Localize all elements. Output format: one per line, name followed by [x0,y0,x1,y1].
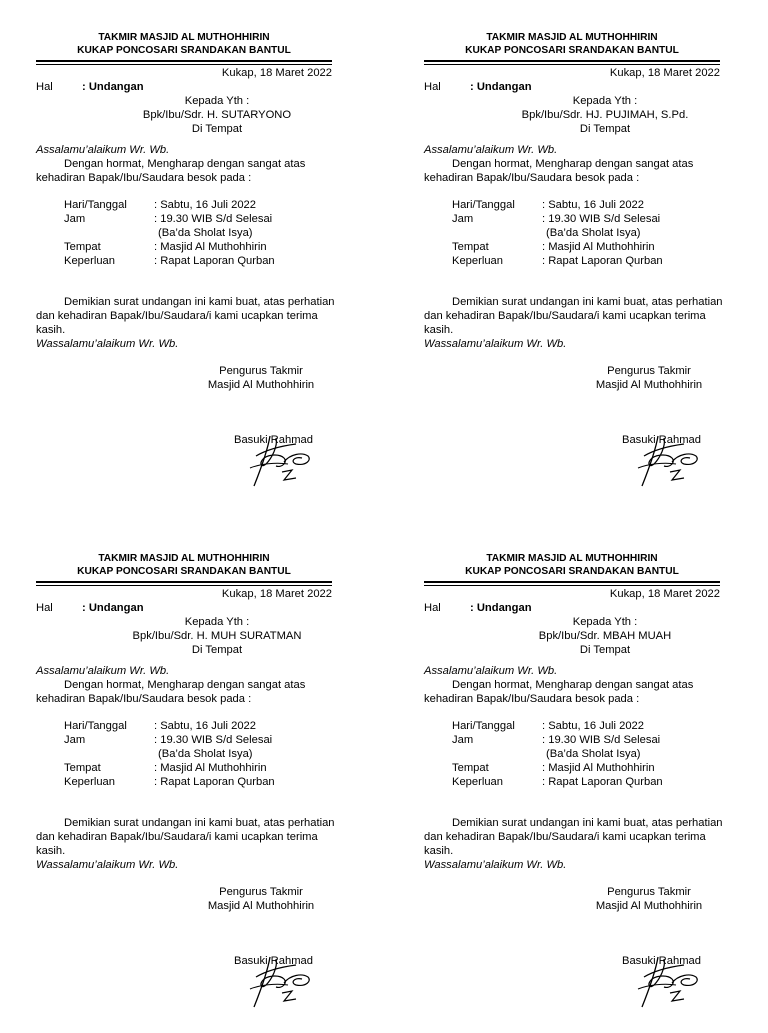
detail-value: : Sabtu, 16 Juli 2022 [154,720,257,732]
closing-line: Demikian surat undangan ini kami buat, atas perhatian [64,296,335,308]
detail-row-time-note [64,747,275,761]
handwritten-signature [624,428,704,490]
subject-label: Hal [424,602,441,614]
detail-value: : 19.30 WIB S/d Selesai [542,213,661,225]
detail-value: (Ba’da Sholat Isya) [546,227,641,239]
recipient-block [504,615,706,657]
detail-row-time-note [452,747,663,761]
detail-row-date [64,198,275,212]
intro-line: kehadiran Bapak/Ibu/Saudara besok pada : [424,693,640,705]
detail-row-date [452,198,663,212]
detail-row-time [64,212,275,226]
recipient-salutation: Kepada Yth : [572,616,638,628]
intro-line: Dengan hormat, Mengharap dengan sangat atas [64,679,306,691]
detail-label: Tempat [64,762,101,774]
detail-label: Tempat [452,241,489,253]
signer-name: Basuki Rahmad [622,434,701,446]
detail-label: Jam [452,213,474,225]
event-details [452,719,663,789]
detail-value: : 19.30 WIB S/d Selesai [154,213,273,225]
subject-label: Hal [424,81,441,93]
signer-name: Basuki Rahmad [234,434,313,446]
closing-paragraph [36,816,336,858]
detail-row-time [452,212,663,226]
closing-paragraph [424,295,724,337]
detail-label: Keperluan [64,255,116,267]
letter-date: Kukap, 18 Maret 2022 [609,67,720,79]
detail-row-date [452,719,663,733]
closing-line: dan kehadiran Bapak/Ibu/Saudara/i kami ucapkan terima [424,310,706,322]
letterhead-thick-rule [36,60,332,62]
detail-label: Hari/Tanggal [64,199,127,211]
recipient-name: Bpk/Ibu/Sdr. MBAH MUAH [538,630,672,642]
letterhead [36,553,332,578]
closing-line: kasih. [36,845,66,857]
closing-greeting: Wassalamu’alaikum Wr. Wb. [36,859,179,871]
recipient-place: Di Tempat [579,644,631,656]
closing-line: Demikian surat undangan ini kami buat, atas perhatian [64,817,335,829]
signatory-title: Pengurus Takmir [607,365,691,377]
closing-paragraph [36,295,336,337]
signatory-organization: Masjid Al Muthohhirin [207,900,315,912]
letterhead-org-address: KUKAP PONCOSARI SRANDAKAN BANTUL [465,565,679,577]
detail-row-purpose [452,775,663,789]
invitation-letter [36,553,366,1033]
intro-paragraph [36,157,326,185]
intro-line: kehadiran Bapak/Ibu/Saudara besok pada : [36,693,252,705]
subject-value: : Undangan [470,602,532,614]
detail-label: Keperluan [452,776,504,788]
detail-row-place [64,761,275,775]
invitation-letter [424,553,754,1033]
closing-line: kasih. [424,324,454,336]
intro-line: kehadiran Bapak/Ibu/Saudara besok pada : [36,172,252,184]
letterhead-thick-rule [424,60,720,62]
recipient-block [116,94,318,136]
letterhead-org-address: KUKAP PONCOSARI SRANDAKAN BANTUL [77,44,291,56]
detail-row-purpose [64,775,275,789]
opening-greeting: Assalamu’alaikum Wr. Wb. [36,665,170,677]
letter-date: Kukap, 18 Maret 2022 [221,588,332,600]
letterhead-thick-rule [36,581,332,583]
subject-label: Hal [36,81,53,93]
detail-row-place [452,240,663,254]
recipient-place: Di Tempat [191,123,243,135]
letterhead-thin-rule [424,585,720,586]
recipient-place: Di Tempat [191,644,243,656]
detail-value: : Masjid Al Muthohhirin [542,762,655,774]
event-details [64,198,275,268]
opening-greeting: Assalamu’alaikum Wr. Wb. [36,144,170,156]
closing-line: dan kehadiran Bapak/Ibu/Saudara/i kami ucapkan terima [36,831,318,843]
detail-label: Jam [452,734,474,746]
signatory-organization: Masjid Al Muthohhirin [595,379,703,391]
letter-date: Kukap, 18 Maret 2022 [609,588,720,600]
recipient-place: Di Tempat [579,123,631,135]
detail-value: : Rapat Laporan Qurban [154,776,275,788]
opening-greeting: Assalamu’alaikum Wr. Wb. [424,665,558,677]
letterhead-org-address: KUKAP PONCOSARI SRANDAKAN BANTUL [465,44,679,56]
detail-label: Keperluan [64,776,116,788]
signer-name: Basuki Rahmad [622,955,701,967]
detail-value: : Rapat Laporan Qurban [154,255,275,267]
subject-row [424,601,532,615]
letterhead-thick-rule [424,581,720,583]
detail-value: : Sabtu, 16 Juli 2022 [154,199,257,211]
recipient-name: Bpk/Ibu/Sdr. HJ. PUJIMAH, S.Pd. [521,109,689,121]
detail-row-purpose [64,254,275,268]
detail-value: : Sabtu, 16 Juli 2022 [542,720,645,732]
subject-label: Hal [36,602,53,614]
signatory-block [574,364,724,392]
detail-value: (Ba’da Sholat Isya) [158,748,253,760]
detail-row-time [452,733,663,747]
subject-row [36,80,144,94]
signatory-organization: Masjid Al Muthohhirin [595,900,703,912]
intro-line: Dengan hormat, Mengharap dengan sangat atas [452,158,694,170]
letterhead-org-name: TAKMIR MASJID AL MUTHOHHIRIN [486,32,658,43]
closing-greeting: Wassalamu’alaikum Wr. Wb. [424,859,567,871]
detail-value: : 19.30 WIB S/d Selesai [542,734,661,746]
detail-row-date [64,719,275,733]
intro-paragraph [424,157,714,185]
closing-greeting: Wassalamu’alaikum Wr. Wb. [424,338,567,350]
detail-value: : Rapat Laporan Qurban [542,255,663,267]
detail-value: (Ba’da Sholat Isya) [546,748,641,760]
signer-name: Basuki Rahmad [234,955,313,967]
detail-label: Hari/Tanggal [64,720,127,732]
event-details [64,719,275,789]
letterhead-thin-rule [36,64,332,65]
recipient-salutation: Kepada Yth : [184,95,250,107]
letterhead-org-address: KUKAP PONCOSARI SRANDAKAN BANTUL [77,565,291,577]
signatory-block [186,885,336,913]
detail-row-time [64,733,275,747]
signatory-block [186,364,336,392]
recipient-salutation: Kepada Yth : [572,95,638,107]
signatory-title: Pengurus Takmir [219,365,303,377]
recipient-block [504,94,706,136]
detail-value: : 19.30 WIB S/d Selesai [154,734,273,746]
opening-greeting: Assalamu’alaikum Wr. Wb. [424,144,558,156]
handwritten-signature [236,949,316,1011]
detail-label: Tempat [64,241,101,253]
letter-date: Kukap, 18 Maret 2022 [221,67,332,79]
detail-value: : Sabtu, 16 Juli 2022 [542,199,645,211]
detail-label: Keperluan [452,255,504,267]
subject-value: : Undangan [82,602,144,614]
invitation-letter [424,32,754,512]
detail-label: Hari/Tanggal [452,199,515,211]
closing-greeting: Wassalamu’alaikum Wr. Wb. [36,338,179,350]
detail-row-place [452,761,663,775]
letterhead [424,553,720,578]
detail-label: Tempat [452,762,489,774]
subject-value: : Undangan [82,81,144,93]
detail-value: : Masjid Al Muthohhirin [154,241,267,253]
detail-label: Hari/Tanggal [452,720,515,732]
subject-value: : Undangan [470,81,532,93]
signatory-block [574,885,724,913]
detail-value: : Masjid Al Muthohhirin [542,241,655,253]
handwritten-signature [624,949,704,1011]
intro-paragraph [424,678,714,706]
letterhead-thin-rule [36,585,332,586]
letterhead [36,32,332,57]
recipient-block [116,615,318,657]
handwritten-signature [236,428,316,490]
letterhead [424,32,720,57]
intro-paragraph [36,678,326,706]
closing-line: Demikian surat undangan ini kami buat, atas perhatian [452,296,723,308]
letterhead-org-name: TAKMIR MASJID AL MUTHOHHIRIN [98,553,270,564]
recipient-salutation: Kepada Yth : [184,616,250,628]
closing-line: Demikian surat undangan ini kami buat, atas perhatian [452,817,723,829]
event-details [452,198,663,268]
closing-line: dan kehadiran Bapak/Ibu/Saudara/i kami ucapkan terima [36,310,318,322]
invitation-letter [36,32,366,512]
detail-label: Jam [64,734,86,746]
detail-row-place [64,240,275,254]
intro-line: Dengan hormat, Mengharap dengan sangat atas [64,158,306,170]
recipient-name: Bpk/Ibu/Sdr. H. SUTARYONO [142,109,292,121]
subject-row [424,80,532,94]
detail-row-time-note [64,226,275,240]
signatory-title: Pengurus Takmir [219,886,303,898]
detail-row-time-note [452,226,663,240]
subject-row [36,601,144,615]
closing-line: dan kehadiran Bapak/Ibu/Saudara/i kami ucapkan terima [424,831,706,843]
letterhead-thin-rule [424,64,720,65]
letterhead-org-name: TAKMIR MASJID AL MUTHOHHIRIN [486,553,658,564]
detail-value: (Ba’da Sholat Isya) [158,227,253,239]
intro-line: Dengan hormat, Mengharap dengan sangat atas [452,679,694,691]
detail-label: Jam [64,213,86,225]
recipient-name: Bpk/Ibu/Sdr. H. MUH SURATMAN [132,630,302,642]
signatory-title: Pengurus Takmir [607,886,691,898]
detail-value: : Masjid Al Muthohhirin [154,762,267,774]
intro-line: kehadiran Bapak/Ibu/Saudara besok pada : [424,172,640,184]
detail-value: : Rapat Laporan Qurban [542,776,663,788]
closing-paragraph [424,816,724,858]
closing-line: kasih. [424,845,454,857]
detail-row-purpose [452,254,663,268]
signatory-organization: Masjid Al Muthohhirin [207,379,315,391]
letterhead-org-name: TAKMIR MASJID AL MUTHOHHIRIN [98,32,270,43]
closing-line: kasih. [36,324,66,336]
